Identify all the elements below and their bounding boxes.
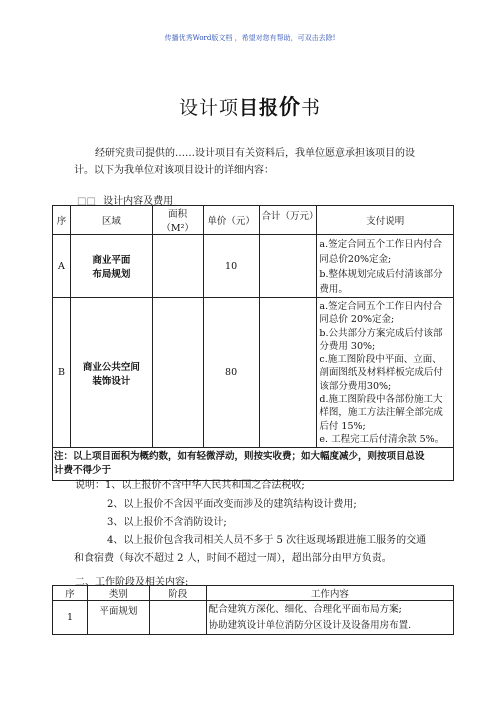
fee-table xyxy=(52,205,454,481)
top-banner: 传播优秀Word版文档 ，希望对您有帮助，可双击去除! xyxy=(164,34,336,42)
header-unit-price: 单价（元） xyxy=(203,206,259,235)
row-b-desc-11: e. 工程完工后付清余款 5%。 xyxy=(319,433,445,445)
row-a-seq: A xyxy=(53,235,71,298)
header-total: 合计（万元） xyxy=(259,206,317,235)
table-note-line-1: 注：以上项目面积为概约数，如有轻微浮动，则按实收费；如大幅度减少，则按项目总设 xyxy=(54,451,425,462)
row-b-measure xyxy=(152,298,203,448)
fee-table-header xyxy=(53,206,454,235)
intro-line-1: 经研究贵司提供的……设计项目有关资料后，我单位愿意承担该项目的设 xyxy=(95,148,415,159)
row-b-area-line1: 商业公共空间 xyxy=(82,361,140,373)
row-b-desc-7: 该部分费用30%; xyxy=(319,380,392,392)
stage-row-1-content-2: 协助建筑设计单位消防分区设计及设备用房布置. xyxy=(208,619,412,631)
section-2-title: 二、工作阶段及相关内容: xyxy=(75,577,189,588)
document-title xyxy=(0,91,500,121)
stage-row-1-seq: 1 xyxy=(53,601,88,635)
row-b-desc-3: b.公共部分方案完成后付该部 xyxy=(319,327,443,339)
row-b-desc-1: a.签定合同五个工作日内付合 xyxy=(319,301,443,312)
row-b-desc-2: 同总价 20%定金; xyxy=(319,314,395,326)
table-row-a xyxy=(53,235,454,298)
row-a-measure xyxy=(152,235,203,298)
header-seq: 序 xyxy=(53,206,71,235)
row-b-price: 80 xyxy=(203,298,259,448)
section-1-title: 设计内容及费用 xyxy=(103,196,174,207)
row-b-area-line2: 装饰设计 xyxy=(92,375,131,387)
row-b-desc-10: 后付 15%; xyxy=(319,420,366,432)
title-part-4: 书 xyxy=(301,97,322,119)
row-a-desc-4: 费用。 xyxy=(319,284,348,295)
row-a-total xyxy=(259,235,317,298)
stage-header-stage: 阶段 xyxy=(149,586,206,601)
header-area: 区域 xyxy=(70,206,152,235)
stage-table-header xyxy=(53,586,454,601)
row-a-desc-3: b.整体规划完成后付清该部分 xyxy=(319,269,443,280)
row-b-area xyxy=(70,298,152,448)
row-b-payment xyxy=(317,298,454,448)
stage-row-1 xyxy=(53,601,454,635)
stage-row-1-category: 平面规划 xyxy=(87,601,149,635)
row-b-desc-5: c.施工图阶段中平面、立面、 xyxy=(319,354,442,366)
table-row-b xyxy=(53,298,454,448)
row-a-area-line2: 布局规划 xyxy=(92,269,131,280)
row-b-desc-4: 分费用 30%; xyxy=(319,340,376,352)
row-b-seq: B xyxy=(53,298,71,448)
title-part-1: 设计项 xyxy=(178,97,239,119)
stage-row-1-content xyxy=(206,601,453,635)
stage-row-1-stage xyxy=(149,601,206,635)
row-b-total xyxy=(259,298,317,448)
row-b-desc-8: d.施工图阶段中各部份施工大 xyxy=(319,394,443,406)
stage-table xyxy=(52,585,454,635)
note-line-5: 和食宿费（每次不超过 2 人，时间不超过一周），超出部分由甲方负责。 xyxy=(74,553,392,564)
row-b-desc-6: 剖面图纸及材料样板完成后付 xyxy=(319,367,443,379)
note-line-3: 3、以上报价不含消防设计; xyxy=(107,517,227,528)
row-a-payment xyxy=(317,235,454,298)
header-payment: 支付说明 xyxy=(317,206,454,235)
row-a-desc-2: 同总价20%定金; xyxy=(319,254,392,265)
stage-row-1-content-1: 配合建筑方深化、细化、合理化平面布局方案; xyxy=(208,603,402,615)
intro-line-2: 计。以下为我单位对该项目设计的详细内容： xyxy=(74,165,274,176)
note-line-2: 2、以上报价不含因平面改变而涉及的建筑结构设计费用; xyxy=(107,499,357,510)
stage-header-category: 类别 xyxy=(87,586,149,601)
row-a-area-line1: 商业平面 xyxy=(92,255,131,266)
row-a-area xyxy=(70,235,152,298)
note-line-1: 说明：1、以上报价不含中华人民共和国之合法税收; xyxy=(75,480,305,491)
table-note-line-2: 计费不得少于 xyxy=(54,465,112,476)
row-a-price: 10 xyxy=(203,235,259,298)
header-measure: 面积（M²） xyxy=(152,206,203,235)
row-a-desc-1: a.签定合同五个工作日内付合 xyxy=(319,239,443,250)
section-1-marker: □□ xyxy=(77,196,96,207)
row-b-desc-9: 样图，施工方法注解全部完成 xyxy=(319,407,443,419)
title-part-2: 目报 xyxy=(238,97,279,119)
stage-header-seq: 序 xyxy=(53,586,88,601)
title-part-3: 价 xyxy=(279,94,301,119)
note-line-4: 4、以上报价包含我司相关人员不多于 5 次往返现场跟进施工服务的交通 xyxy=(107,535,427,546)
stage-header-content: 工作内容 xyxy=(206,586,453,601)
